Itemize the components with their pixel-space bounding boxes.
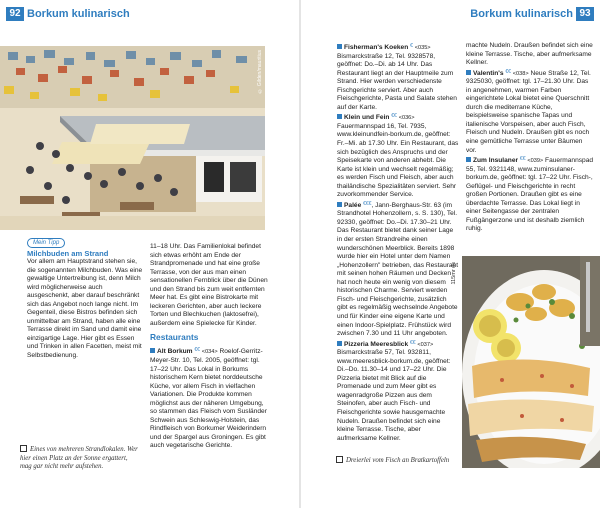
price-mark: €€ [410, 339, 416, 346]
entry-bullet [337, 44, 342, 49]
entry-zum-insulaner [466, 155, 594, 234]
beach-bistro-illustration [0, 46, 265, 230]
entry-alt-borkum [150, 346, 270, 451]
caption-icon [336, 456, 343, 463]
entry-bullet [466, 157, 471, 162]
photo-credit-left: © Gilden/mauritius [257, 50, 263, 94]
entry-pizzeria-meeresblick [337, 339, 459, 444]
tip-text: Vor allem am Hauptstrand stehen sie, die sogenannten Milchbuden. Was eine gewaltige Untertreibung ist, denn Milch wird möglicherweise auch ausgeschenkt, aber darauf beschränkt sich das Angebot noch lange nicht. Im Gegenteil, diese Bistros befinden sich unmittelbar am Strand, haben alle eine Terrasse direkt im Sand und damit eine einzigartige Lage. Hier gibt es Essen und Trinken in allen Facetten, meist mit Selbstbedienung. [27, 258, 143, 360]
entry-name: Palée [344, 201, 362, 209]
section-heading-restaurants: Restaurants [150, 332, 199, 343]
entry-text: Fauermannspad 16, Tel. 7935, www.kleinundfein-borkum.de, geöffnet: Fr.–Mi. ab 17.30 Uhr. Ein Restaurant, das sich bezüglich des Anspruchs und der Speisekarte von anderen abhebt. Die Karte ist klein und wechselt regelmäßig; es werden Fisch und Fleisch, aber auch thailändische Spezialitäten serviert. Sehr zuvorkommender Service. [337, 122, 459, 199]
caption-right-text: Dreierlei vom Fisch an Bratkartoffeln [346, 457, 450, 464]
entry-bullet [337, 202, 342, 207]
running-title-right: Borkum kulinarisch [470, 8, 573, 20]
entry-fishermans-koeken [337, 42, 459, 112]
column-4 [466, 42, 594, 234]
entry-text: , Jann-Berghaus-Str. 63 (im Strandhotel Hohenzollern, s. S. 130), Tel. 92330, geöffnet: Do.–Di. 17.30–21 Uhr. Das Restaurant bietet dank seiner Lage in der ersten Strandreihe einen wunderschönen Meerblick. Bereits 1898 wurde hier ein Hotel unter dem Namen „Hohenzollern" betrieben, das Restaurant mit seinen hohen Räumen und Decken hat noch heute ein wenig von diesem historischen Charme. Serviert werden Fisch- und Fleischgerichte, zusätzlich gibt es regelmäßig wechselnde Angebote und für Kinder eine eigene Karte und einen Indoor-Spielplatz. Frühstück wird zwischen 7.30 und 11 Uhr angeboten. [337, 201, 459, 338]
photo-credit-right: 115mr ds [451, 262, 457, 285]
entry-text: Bismarckstraße 12, Tel. 9328578, geöffnet: Do.–Di. ab 14 Uhr. Das Restaurant liegt an der Hauptmeile zum Strand. Hier werden verschiedenste Fischgerichte serviert. Aber auch Fleischgerichte, Pasta und Salate stehen auf der Karte. [337, 52, 457, 111]
map-code: <038> [512, 70, 529, 77]
map-code: <034> [201, 349, 218, 356]
tip-badge: Mein Tipp [27, 238, 65, 248]
map-code: <035> [414, 45, 431, 51]
entry-text: Bismarckstraße 57, Tel. 932811, www.meeresblick-borkum.de, geöffnet: Di.–Do. 11.30–14 und 17–22 Uhr. Die Pizzeria bietet mit Blick auf die Promenade und zum Meer gibt es wagenradgroße Pizzen aus dem Steinofen, aber auch Fisch- und Fleischgerichte sowie hausgemachte Nudeln. Draußen befindet sich eine kleine Terrasse. Tische, aber aufmerksame Kellner. [337, 349, 451, 442]
price-mark: €€ [194, 347, 200, 354]
map-code: <036> [398, 115, 415, 122]
entry-bullet [466, 70, 471, 75]
fish-dish-illustration [462, 256, 600, 468]
page-number-left: 92 [6, 7, 24, 21]
entry-name: Alt Borkum [157, 348, 193, 356]
photo-caption-right [336, 456, 456, 466]
map-code: <037> [417, 341, 434, 348]
column-3 [337, 42, 459, 443]
beach-bistro-photo [0, 46, 265, 230]
entry-bullet [150, 348, 155, 353]
column-2-intro: 11–18 Uhr. Das Familienlokal befindet sich etwas erhöht am Ende der Strandpromenade und hat eine große Terrasse, von der aus man einen sensationellen Fernblick über die Dünen und den Strand bis zum weit entfernten Meer hat. Es gibt eine Bistrokarte mit leckeren Gerichten, aber auch leckere Torten und Blechkuchen (laktosefrei), außerdem eine Spielecke für Kinder. [150, 243, 268, 327]
price-mark: €€ [519, 156, 526, 163]
entry-text: Fauermannspad 55, Tel. 9321148, www.zuminsulaner-borkum.de, geöffnet: tgl. 17–22 Uhr. Fisch-, Geflügel- und Fleischgerichte in recht großen Portionen. Draußen gibt es eine überdachte Terrasse. Das Lokal liegt in einer Seitengasse der zentralen Fußgängerzone und ist deshalb ziemlich ruhig. [466, 157, 594, 233]
running-title-left: Borkum kulinarisch [27, 8, 130, 20]
fish-dish-photo [462, 256, 600, 468]
entry-name: Pizzeria Meeresblick [344, 340, 409, 348]
entry-name: Klein und Fein [344, 114, 390, 122]
entry-palee [337, 200, 459, 339]
column-4-continuation: machte Nudeln. Draußen befindet sich eine kleine Terrasse. Tische, aber aufmerksame Kellner. [466, 42, 593, 67]
entry-name: Valentin's [473, 69, 504, 77]
entry-klein-und-fein [337, 112, 459, 199]
caption-left-text: Eines von mehreren Strandlokalen. Wer hier einen Platz an der Sonne ergattert, mag gar nicht mehr aufstehen. [20, 446, 138, 471]
photo-caption-left [20, 445, 140, 472]
entry-bullet [337, 114, 342, 119]
tip-heading: Milchbuden am Strand [27, 249, 109, 258]
caption-icon [20, 445, 27, 452]
map-code: <039> [527, 158, 544, 165]
column-2 [150, 243, 270, 451]
entry-bullet [337, 341, 342, 346]
entry-name: Fisherman's Koeken [344, 44, 409, 51]
price-mark: € [410, 43, 413, 49]
tip-box [27, 238, 143, 361]
price-mark: €€ [391, 113, 397, 120]
page-gutter [299, 0, 301, 508]
entry-valentins [466, 68, 594, 155]
price-mark: €€€ [363, 200, 372, 207]
entry-name: Zum Insulaner [473, 157, 519, 165]
price-mark: €€ [505, 68, 511, 75]
entry-text: Roelof-Gerritz-Meyer-Str. 10, Tel. 2005, geöffnet: tgl. 17–22 Uhr. Das Lokal in Borkums historischem Kern bietet norddeutsche Küche, vor allem Fisch in vielfachen Variationen. Die Produkte kommen möglichst aus der näheren Umgebung, so stammen das Fleisch vom Susländer Schwein aus Schleswig-Holstein, das Rindfleisch von Borkumer Weiderindern und der Spargel aus Groningen. Es gibt auch vegetarische Gerichte. [150, 348, 267, 450]
entry-text: Neue Straße 12, Tel. 9325030, geöffnet: tgl. 17–21.30 Uhr. Das in angenehmen, warmen Farben eingerichtete Lokal bietet eine Querschnitt durch die mediterrane Küche, beispielsweise spanische Tapas und italienische Vorspeisen, aber auch Fisch, Fleisch und Nudeln. Draußen gibt es noch eine gemütliche Terrasse unter Bäumen vor. [466, 69, 591, 154]
page-number-right: 93 [576, 7, 594, 21]
